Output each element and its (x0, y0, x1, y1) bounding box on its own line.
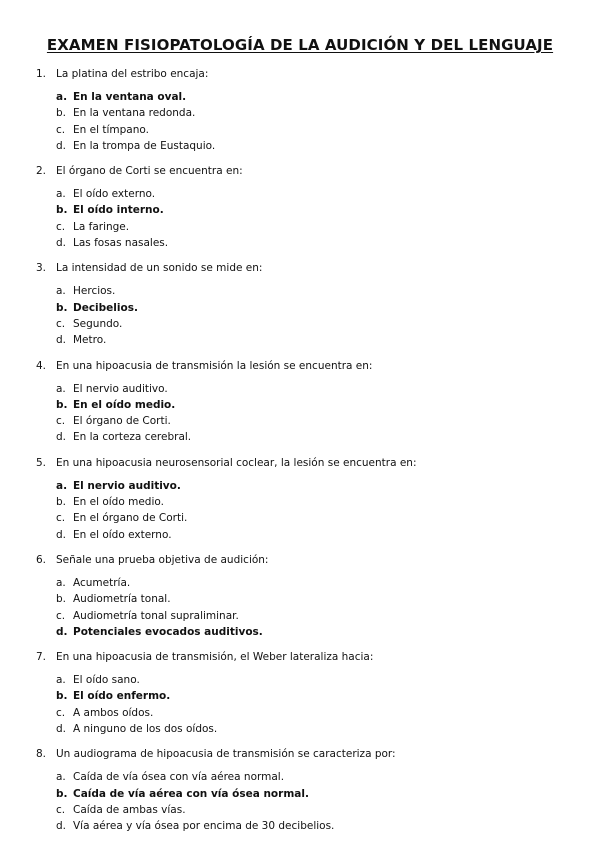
option-letter: c. (56, 706, 66, 719)
question-text: En una hipoacusia de transmisión, el Weber lateraliza hacia: (56, 651, 374, 664)
answer-option (0, 122, 600, 138)
question-item (0, 67, 600, 154)
answer-option-correct (0, 786, 600, 802)
question-stem (0, 747, 600, 761)
option-text: Caída de ambas vías. (73, 803, 186, 816)
option-letter: b. (56, 593, 67, 606)
answer-option (0, 413, 600, 429)
option-text: El oído enfermo. (73, 690, 171, 703)
answer-option (0, 510, 600, 526)
answer-option (0, 721, 600, 737)
answer-option (0, 494, 600, 510)
option-text: Acumetría. (73, 576, 131, 589)
answer-option (0, 802, 600, 818)
option-letter: a. (56, 91, 68, 103)
answer-option (0, 818, 600, 834)
answer-option (0, 105, 600, 121)
option-text: Hercios. (73, 285, 116, 298)
answer-option (0, 769, 600, 785)
question-number: 2. (36, 165, 47, 178)
option-list (0, 283, 600, 348)
answer-option-correct (0, 397, 600, 413)
option-letter: b. (56, 787, 68, 800)
answer-option (0, 186, 600, 202)
answer-option (0, 429, 600, 445)
answer-option (0, 235, 600, 251)
option-text: El nervio auditivo. (73, 479, 181, 492)
option-text: Vía aérea y vía ósea por encima de 30 decibelios. (73, 820, 335, 833)
option-letter: c. (56, 609, 66, 622)
question-stem (0, 359, 600, 373)
option-letter: c. (56, 317, 66, 330)
option-text: En la ventana redonda. (73, 107, 196, 120)
question-item (0, 164, 600, 251)
question-item (0, 553, 600, 640)
answer-option (0, 591, 600, 607)
answer-option-correct (0, 202, 600, 218)
answer-option (0, 332, 600, 348)
option-letter: c. (56, 220, 66, 233)
option-list (0, 478, 600, 543)
option-letter: d. (56, 625, 68, 638)
option-letter: c. (56, 803, 66, 816)
option-list (0, 575, 600, 640)
question-list (0, 67, 600, 845)
option-list (0, 186, 600, 251)
option-letter: a. (56, 188, 66, 201)
answer-option (0, 527, 600, 543)
answer-option (0, 219, 600, 235)
option-letter: b. (56, 398, 68, 411)
option-text: Caída de vía aérea con vía ósea normal. (73, 787, 309, 800)
option-text: A ambos oídos. (73, 706, 154, 719)
question-number: 1. (36, 68, 47, 80)
answer-option (0, 283, 600, 299)
answer-option (0, 672, 600, 688)
question-item (0, 359, 600, 446)
question-number: 4. (36, 359, 47, 372)
option-text: Metro. (73, 334, 107, 347)
answer-option (0, 575, 600, 591)
question-item (0, 747, 600, 834)
option-letter: a. (56, 576, 66, 589)
question-text: El órgano de Corti se encuentra en: (56, 165, 243, 178)
option-text: Audiometría tonal. (73, 593, 171, 606)
option-text: El órgano de Corti. (73, 415, 171, 428)
option-letter: b. (56, 204, 68, 217)
answer-option-correct (0, 624, 600, 640)
question-text: La platina del estribo encaja: (56, 68, 209, 80)
answer-option (0, 705, 600, 721)
answer-option-correct (0, 300, 600, 316)
option-text: Segundo. (73, 317, 123, 330)
option-letter: d. (56, 431, 67, 444)
question-number: 5. (36, 456, 47, 469)
option-text: Decibelios. (73, 301, 138, 314)
option-text: Audiometría tonal supraliminar. (73, 609, 239, 622)
option-text: En la trompa de Eustaquio. (73, 139, 216, 152)
option-letter: d. (56, 723, 67, 736)
option-letter: a. (56, 285, 66, 298)
option-letter: d. (56, 237, 67, 250)
option-text: En el oído medio. (73, 496, 164, 509)
option-letter: b. (56, 107, 67, 120)
option-text: El oído sano. (73, 674, 140, 687)
option-text: Caída de vía ósea con vía aérea normal. (73, 771, 285, 784)
option-text: En la ventana oval. (73, 91, 187, 103)
question-number: 7. (36, 651, 47, 664)
option-letter: d. (56, 820, 67, 833)
option-letter: b. (56, 496, 67, 509)
question-number: 3. (36, 262, 47, 275)
question-text: La intensidad de un sonido se mide en: (56, 262, 263, 275)
question-text: Señale una prueba objetiva de audición: (56, 553, 269, 566)
option-letter: b. (56, 690, 68, 703)
option-letter: a. (56, 382, 66, 395)
answer-option (0, 381, 600, 397)
answer-option (0, 316, 600, 332)
page-title (0, 36, 600, 54)
option-letter: c. (56, 512, 66, 525)
question-stem (0, 67, 600, 81)
option-list (0, 672, 600, 737)
question-text: En una hipoacusia de transmisión la lesión se encuentra en: (56, 359, 373, 372)
option-list (0, 381, 600, 446)
answer-option (0, 608, 600, 624)
option-letter: a. (56, 479, 68, 492)
option-text: El nervio auditivo. (73, 382, 168, 395)
option-text: En la corteza cerebral. (73, 431, 192, 444)
page-title-text: EXAMEN FISIOPATOLOGÍA DE LA AUDICIÓN Y DEL LENGUAJE (46, 36, 554, 54)
question-text: Un audiograma de hipoacusia de transmisión se caracteriza por: (56, 748, 396, 761)
option-letter: c. (56, 123, 66, 136)
question-stem (0, 261, 600, 275)
option-text: En el órgano de Corti. (73, 512, 188, 525)
option-letter: c. (56, 415, 66, 428)
option-text: En el tímpano. (73, 123, 149, 136)
option-letter: a. (56, 674, 66, 687)
answer-option-correct (0, 688, 600, 704)
option-text: La faringe. (73, 220, 130, 233)
option-letter: a. (56, 771, 66, 784)
question-stem (0, 650, 600, 664)
option-text: El oído interno. (73, 204, 164, 217)
option-letter: d. (56, 139, 67, 152)
question-item (0, 261, 600, 348)
option-text: Potenciales evocados auditivos. (73, 625, 263, 638)
answer-option (0, 138, 600, 154)
option-text: A ninguno de los dos oídos. (73, 723, 218, 736)
option-letter: d. (56, 528, 67, 541)
option-text: En el oído medio. (73, 398, 176, 411)
question-item (0, 456, 600, 543)
question-number: 6. (36, 553, 47, 566)
question-stem (0, 164, 600, 178)
option-text: El oído externo. (73, 188, 156, 201)
option-list (0, 769, 600, 834)
answer-option-correct (0, 89, 600, 105)
question-stem (0, 456, 600, 470)
question-stem (0, 553, 600, 567)
option-letter: d. (56, 334, 67, 347)
question-item (0, 650, 600, 737)
option-list (0, 89, 600, 154)
option-text: Las fosas nasales. (73, 237, 169, 250)
answer-option-correct (0, 478, 600, 494)
question-text: En una hipoacusia neurosensorial coclear, la lesión se encuentra en: (56, 456, 417, 469)
option-text: En el oído externo. (73, 528, 172, 541)
question-number: 8. (36, 748, 47, 761)
option-letter: b. (56, 301, 68, 314)
